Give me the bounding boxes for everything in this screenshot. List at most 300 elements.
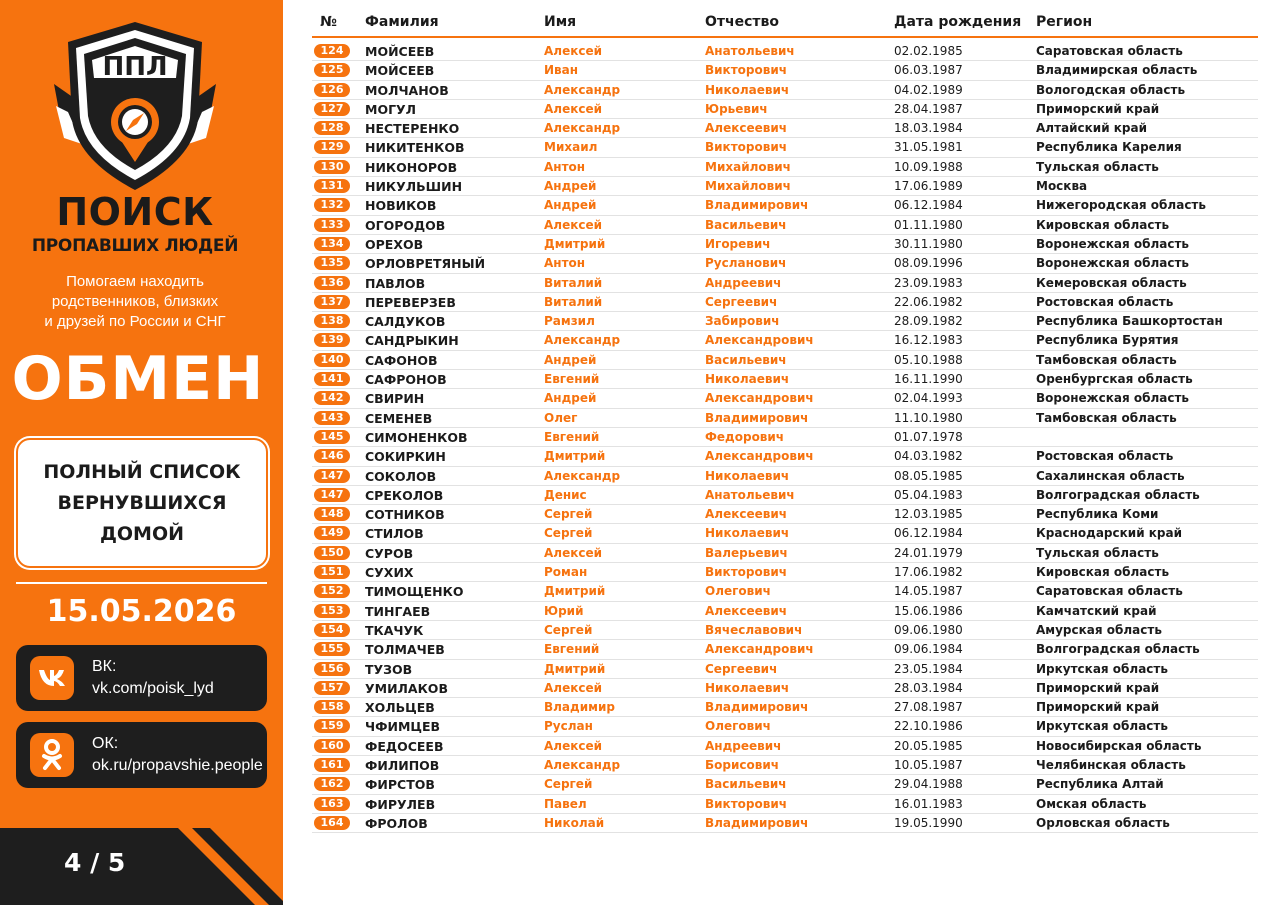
row-number-badge: 130 bbox=[314, 160, 350, 174]
table-row bbox=[312, 814, 1258, 833]
region: Тамбовская область bbox=[1036, 352, 1177, 367]
region: Тульская область bbox=[1036, 545, 1159, 560]
first-name: Александр bbox=[544, 468, 621, 483]
row-number-badge: 133 bbox=[314, 218, 350, 232]
birth-date: 20.05.1985 bbox=[894, 738, 963, 753]
patronymic: Владимирович bbox=[705, 815, 809, 830]
first-name: Антон bbox=[544, 159, 586, 174]
row-number-badge: 164 bbox=[314, 816, 350, 830]
patronymic: Николаевич bbox=[705, 82, 790, 97]
brand-tagline: Помогаем находить родственников, близких и друзей по России и СНГ bbox=[44, 273, 226, 330]
last-name: ОРЕХОВ bbox=[365, 236, 424, 252]
table-row bbox=[312, 563, 1258, 582]
birth-date: 18.03.1984 bbox=[894, 121, 963, 136]
row-number-badge: 134 bbox=[314, 237, 350, 251]
region: Иркутская область bbox=[1036, 719, 1168, 734]
first-name: Алексей bbox=[544, 101, 603, 116]
table-row bbox=[312, 177, 1258, 196]
birth-date: 08.05.1985 bbox=[894, 468, 963, 483]
first-name: Сергей bbox=[544, 777, 593, 792]
region: Приморский край bbox=[1036, 700, 1160, 715]
table-row bbox=[312, 698, 1258, 717]
vk-label: ВК: bbox=[92, 658, 117, 675]
first-name: Дмитрий bbox=[544, 584, 606, 599]
table-row bbox=[312, 679, 1258, 698]
last-name: САФОНОВ bbox=[365, 352, 438, 368]
last-name: ПАВЛОВ bbox=[365, 275, 426, 291]
first-name: Роман bbox=[544, 565, 588, 580]
birth-date: 01.07.1978 bbox=[894, 429, 963, 444]
brand-subtitle: ПРОПАВШИХ ЛЮДЕЙ bbox=[31, 236, 239, 256]
region: Республика Башкортостан bbox=[1036, 314, 1223, 329]
birth-date: 02.02.1985 bbox=[894, 44, 963, 58]
last-name: СУХИХ bbox=[365, 565, 414, 581]
birth-date: 06.12.1984 bbox=[894, 198, 963, 213]
region: Воронежская область bbox=[1036, 256, 1189, 271]
row-number-badge: 147 bbox=[314, 469, 350, 483]
first-name: Павел bbox=[544, 796, 587, 811]
row-number-badge: 124 bbox=[314, 44, 350, 58]
region: Вологодская область bbox=[1036, 82, 1186, 97]
last-name: ТКАЧУК bbox=[365, 622, 424, 638]
birth-date: 09.06.1980 bbox=[894, 622, 963, 637]
last-name: САНДРЫКИН bbox=[365, 333, 459, 349]
birth-date: 08.09.1996 bbox=[894, 256, 963, 271]
patronymic: Викторович bbox=[705, 796, 787, 811]
region: Иркутская область bbox=[1036, 661, 1168, 676]
last-name: МОЙСЕЕВ bbox=[365, 44, 435, 59]
first-name: Дмитрий bbox=[544, 661, 606, 676]
first-name: Алексей bbox=[544, 738, 603, 753]
region: Сахалинская область bbox=[1036, 468, 1185, 483]
patronymic: Александрович bbox=[705, 391, 814, 406]
patronymic: Васильевич bbox=[705, 217, 787, 232]
last-name: СЕМЕНЕВ bbox=[365, 410, 433, 426]
last-name: ТОЛМАЧЕВ bbox=[365, 642, 445, 658]
last-name: ПЕРЕВЕРЗЕВ bbox=[365, 294, 456, 310]
region: Приморский край bbox=[1036, 680, 1160, 695]
row-number-badge: 163 bbox=[314, 797, 350, 811]
birth-date: 23.05.1984 bbox=[894, 661, 963, 676]
table-row bbox=[312, 640, 1258, 659]
region: Саратовская область bbox=[1036, 584, 1183, 599]
table-row bbox=[312, 717, 1258, 736]
last-name: НЕСТЕРЕНКО bbox=[365, 121, 460, 137]
returnees-table bbox=[312, 0, 1258, 905]
region: Саратовская область bbox=[1036, 44, 1183, 58]
birth-date: 16.12.1983 bbox=[894, 333, 963, 348]
last-name: СОКИРКИН bbox=[365, 449, 446, 465]
last-name: МОЙСЕЕВ bbox=[365, 63, 435, 79]
first-name: Сергей bbox=[544, 622, 593, 637]
row-number-badge: 127 bbox=[314, 102, 350, 116]
patronymic: Владимирович bbox=[705, 198, 809, 213]
birth-date: 16.11.1990 bbox=[894, 372, 963, 387]
table-row bbox=[312, 370, 1258, 389]
birth-date: 27.08.1987 bbox=[894, 700, 963, 715]
header-region: Регион bbox=[1036, 14, 1093, 30]
row-number-badge: 132 bbox=[314, 198, 350, 212]
last-name: СТИЛОВ bbox=[365, 526, 424, 542]
table-row bbox=[312, 138, 1258, 157]
region: Алтайский край bbox=[1036, 121, 1148, 136]
patronymic: Борисович bbox=[705, 757, 779, 772]
patronymic: Владимирович bbox=[705, 700, 809, 715]
row-number-badge: 151 bbox=[314, 565, 350, 579]
patronymic: Алексеевич bbox=[705, 121, 787, 136]
patronymic: Владимирович bbox=[705, 410, 809, 425]
first-name: Александр bbox=[544, 121, 621, 136]
first-name: Юрий bbox=[544, 603, 584, 618]
row-number-badge: 125 bbox=[314, 63, 350, 77]
patronymic: Алексеевич bbox=[705, 603, 787, 618]
row-number-badge: 152 bbox=[314, 584, 350, 598]
first-name: Руслан bbox=[544, 719, 593, 734]
row-number-badge: 131 bbox=[314, 179, 350, 193]
ok-link[interactable] bbox=[16, 722, 267, 788]
table-row bbox=[312, 216, 1258, 235]
birth-date: 28.09.1982 bbox=[894, 314, 963, 329]
row-number-badge: 136 bbox=[314, 276, 350, 290]
birth-date: 05.10.1988 bbox=[894, 352, 963, 367]
table-row bbox=[312, 158, 1258, 177]
birth-date: 06.12.1984 bbox=[894, 526, 963, 541]
header-birth-date: Дата рождения bbox=[894, 14, 1022, 30]
last-name: НОВИКОВ bbox=[365, 198, 437, 214]
region: Владимирская область bbox=[1036, 63, 1198, 78]
table-row bbox=[312, 119, 1258, 138]
patronymic: Валерьевич bbox=[705, 545, 788, 560]
patronymic: Юрьевич bbox=[705, 101, 768, 116]
birth-date: 22.06.1982 bbox=[894, 294, 963, 309]
birth-date: 06.03.1987 bbox=[894, 63, 963, 78]
header-patronymic: Отчество bbox=[705, 14, 780, 30]
region: Омская область bbox=[1036, 796, 1147, 811]
first-name: Николай bbox=[544, 815, 605, 830]
last-name: СОКОЛОВ bbox=[365, 468, 437, 484]
table-row bbox=[312, 544, 1258, 563]
table-row bbox=[312, 428, 1258, 447]
exchange-title: ОБМЕН bbox=[11, 344, 265, 414]
patronymic: Николаевич bbox=[705, 468, 790, 483]
region: Ростовская область bbox=[1036, 294, 1174, 309]
birth-date: 23.09.1983 bbox=[894, 275, 963, 290]
first-name: Андрей bbox=[544, 352, 597, 367]
birth-date: 16.01.1983 bbox=[894, 796, 963, 811]
ok-label: ОК: bbox=[92, 735, 119, 752]
region: Воронежская область bbox=[1036, 391, 1189, 406]
first-name: Алексей bbox=[544, 680, 603, 695]
first-name: Александр bbox=[544, 82, 621, 97]
list-caption: ПОЛНЫЙ СПИСОК ВЕРНУВШИХСЯ ДОМОЙ bbox=[43, 460, 241, 545]
first-name: Андрей bbox=[544, 198, 597, 213]
region: Приморский край bbox=[1036, 101, 1160, 116]
first-name: Александр bbox=[544, 333, 621, 348]
table-row bbox=[312, 42, 1258, 61]
last-name: ФРОЛОВ bbox=[365, 815, 428, 831]
last-name: ТУЗОВ bbox=[365, 661, 413, 677]
row-number-badge: 147 bbox=[314, 488, 350, 502]
last-name: НИКУЛЬШИН bbox=[365, 179, 463, 195]
patronymic: Олегович bbox=[705, 719, 771, 734]
last-name: ФИРУЛЕВ bbox=[365, 796, 436, 812]
table-row bbox=[312, 409, 1258, 428]
birth-date: 19.05.1990 bbox=[894, 815, 963, 830]
vk-url[interactable]: vk.com/poisk_lyd bbox=[92, 680, 214, 697]
region: Москва bbox=[1036, 179, 1088, 194]
row-number-badge: 146 bbox=[314, 449, 350, 463]
table-row bbox=[312, 196, 1258, 215]
table-row bbox=[312, 467, 1258, 486]
first-name: Олег bbox=[544, 410, 578, 425]
vk-icon bbox=[30, 656, 74, 700]
birth-date: 10.09.1988 bbox=[894, 159, 963, 174]
patronymic: Игоревич bbox=[705, 236, 771, 251]
table-row bbox=[312, 447, 1258, 466]
region: Волгоградская область bbox=[1036, 487, 1200, 502]
last-name: ФЕДОСЕЕВ bbox=[365, 738, 444, 754]
row-number-badge: 155 bbox=[314, 642, 350, 656]
table-row bbox=[312, 81, 1258, 100]
last-name: МОЛЧАНОВ bbox=[365, 82, 449, 98]
region: Нижегородская область bbox=[1036, 198, 1206, 213]
row-number-badge: 153 bbox=[314, 604, 350, 618]
birth-date: 14.05.1987 bbox=[894, 584, 963, 599]
table-row bbox=[312, 775, 1258, 794]
table-row bbox=[312, 524, 1258, 543]
row-number-badge: 156 bbox=[314, 662, 350, 676]
table-row bbox=[312, 274, 1258, 293]
row-number-badge: 154 bbox=[314, 623, 350, 637]
birth-date: 04.03.1982 bbox=[894, 449, 963, 464]
table-row bbox=[312, 312, 1258, 331]
last-name: ХОЛЬЦЕВ bbox=[365, 700, 435, 716]
first-name: Алексей bbox=[544, 44, 603, 58]
birth-date: 15.06.1986 bbox=[894, 603, 963, 618]
last-name: СРЕКОЛОВ bbox=[365, 487, 444, 503]
table-row bbox=[312, 486, 1258, 505]
last-name: УМИЛАКОВ bbox=[365, 680, 448, 696]
region: Воронежская область bbox=[1036, 236, 1189, 251]
table-row bbox=[312, 61, 1258, 80]
ok-icon bbox=[30, 733, 74, 777]
first-name: Сергей bbox=[544, 526, 593, 541]
region: Тамбовская область bbox=[1036, 410, 1177, 425]
birth-date: 17.06.1989 bbox=[894, 179, 963, 194]
region: Камчатский край bbox=[1036, 603, 1157, 618]
last-name: ФИРСТОВ bbox=[365, 777, 435, 793]
vk-link[interactable] bbox=[16, 645, 267, 711]
region: Республика Коми bbox=[1036, 507, 1159, 522]
region: Тульская область bbox=[1036, 159, 1159, 174]
last-name: САФРОНОВ bbox=[365, 372, 447, 388]
first-name: Денис bbox=[544, 487, 587, 502]
region: Республика Бурятия bbox=[1036, 333, 1179, 348]
birth-date: 17.06.1982 bbox=[894, 565, 963, 580]
table-row bbox=[312, 389, 1258, 408]
first-name: Андрей bbox=[544, 179, 597, 194]
patronymic: Олегович bbox=[705, 584, 771, 599]
first-name: Алексей bbox=[544, 217, 603, 232]
shield-logo-icon bbox=[52, 20, 218, 196]
row-number-badge: 157 bbox=[314, 681, 350, 695]
first-name: Виталий bbox=[544, 294, 603, 309]
divider bbox=[16, 582, 267, 584]
first-name: Рамзил bbox=[544, 314, 595, 329]
patronymic: Андреевич bbox=[705, 738, 782, 753]
patronymic: Александрович bbox=[705, 642, 814, 657]
header-num: № bbox=[320, 14, 337, 30]
logo-text: ППЛ bbox=[102, 52, 168, 82]
region: Республика Алтай bbox=[1036, 777, 1164, 792]
patronymic: Викторович bbox=[705, 565, 787, 580]
last-name: СИМОНЕНКОВ bbox=[365, 429, 468, 445]
row-number-badge: 138 bbox=[314, 314, 350, 328]
region: Краснодарский край bbox=[1036, 526, 1183, 541]
table-row bbox=[312, 795, 1258, 814]
first-name: Антон bbox=[544, 256, 586, 271]
first-name: Виталий bbox=[544, 275, 603, 290]
last-name: ТИНГАЕВ bbox=[365, 603, 431, 619]
region: Новосибирская область bbox=[1036, 738, 1202, 753]
first-name: Евгений bbox=[544, 429, 600, 444]
region: Кемеровская область bbox=[1036, 275, 1187, 290]
patronymic: Васильевич bbox=[705, 777, 787, 792]
table-row bbox=[312, 660, 1258, 679]
first-name: Дмитрий bbox=[544, 449, 606, 464]
last-name: ЧФИМЦЕВ bbox=[365, 719, 441, 735]
row-number-badge: 141 bbox=[314, 372, 350, 386]
ok-url[interactable]: ok.ru/propavshie.people bbox=[92, 757, 263, 774]
birth-date: 28.04.1987 bbox=[894, 101, 963, 116]
sidebar bbox=[0, 0, 283, 905]
patronymic: Александрович bbox=[705, 449, 814, 464]
table-header bbox=[312, 0, 1258, 38]
last-name: ФИЛИПОВ bbox=[365, 757, 440, 773]
birth-date: 12.03.1985 bbox=[894, 507, 963, 522]
patronymic: Русланович bbox=[705, 256, 787, 271]
row-number-badge: 149 bbox=[314, 526, 350, 540]
last-name: ОГОРОДОВ bbox=[365, 217, 446, 233]
patronymic: Викторович bbox=[705, 63, 787, 78]
first-name: Александр bbox=[544, 757, 621, 772]
list-caption-box bbox=[16, 438, 268, 568]
footer-band bbox=[0, 828, 283, 905]
last-name: СОТНИКОВ bbox=[365, 507, 445, 523]
last-name: МОГУЛ bbox=[365, 101, 417, 117]
last-name: СУРОВ bbox=[365, 545, 414, 561]
table-row bbox=[312, 100, 1258, 119]
row-number-badge: 135 bbox=[314, 256, 350, 270]
birth-date: 10.05.1987 bbox=[894, 757, 963, 772]
row-number-badge: 145 bbox=[314, 430, 350, 444]
brand-title: ПОИСК bbox=[56, 190, 214, 234]
table-row bbox=[312, 505, 1258, 524]
row-number-badge: 142 bbox=[314, 391, 350, 405]
first-name: Владимир bbox=[544, 700, 615, 715]
birth-date: 29.04.1988 bbox=[894, 777, 963, 792]
first-name: Евгений bbox=[544, 372, 600, 387]
birth-date: 11.10.1980 bbox=[894, 410, 963, 425]
row-number-badge: 137 bbox=[314, 295, 350, 309]
patronymic: Александрович bbox=[705, 333, 814, 348]
birth-date: 04.02.1989 bbox=[894, 82, 963, 97]
patronymic: Васильевич bbox=[705, 352, 787, 367]
row-number-badge: 139 bbox=[314, 333, 350, 347]
row-number-badge: 150 bbox=[314, 546, 350, 560]
region: Кировская область bbox=[1036, 565, 1170, 580]
row-number-badge: 158 bbox=[314, 700, 350, 714]
row-number-badge: 148 bbox=[314, 507, 350, 521]
region: Челябинская область bbox=[1036, 757, 1186, 772]
table-body bbox=[312, 42, 1258, 833]
last-name: ТИМОЩЕНКО bbox=[365, 584, 464, 600]
patronymic: Сергеевич bbox=[705, 294, 778, 309]
patronymic: Анатольевич bbox=[705, 487, 795, 502]
last-name: САЛДУКОВ bbox=[365, 314, 446, 330]
table-row bbox=[312, 582, 1258, 601]
table-row bbox=[312, 756, 1258, 775]
table-row bbox=[312, 621, 1258, 640]
first-name: Дмитрий bbox=[544, 236, 606, 251]
first-name: Иван bbox=[544, 63, 579, 78]
patronymic: Николаевич bbox=[705, 680, 790, 695]
list-date: 15.05.2026 bbox=[46, 594, 237, 629]
first-name: Андрей bbox=[544, 391, 597, 406]
row-number-badge: 140 bbox=[314, 353, 350, 367]
first-name: Алексей bbox=[544, 545, 603, 560]
row-number-badge: 126 bbox=[314, 83, 350, 97]
header-last-name: Фамилия bbox=[365, 14, 439, 30]
table-row bbox=[312, 602, 1258, 621]
row-number-badge: 128 bbox=[314, 121, 350, 135]
last-name: НИКИТЕНКОВ bbox=[365, 140, 465, 156]
row-number-badge: 162 bbox=[314, 777, 350, 791]
patronymic: Михайлович bbox=[705, 179, 791, 194]
table-row bbox=[312, 351, 1258, 370]
row-number-badge: 129 bbox=[314, 140, 350, 154]
region: Республика Карелия bbox=[1036, 140, 1182, 155]
row-number-badge: 143 bbox=[314, 411, 350, 425]
patronymic: Николаевич bbox=[705, 372, 790, 387]
last-name: ОРЛОВРЕТЯНЫЙ bbox=[365, 256, 486, 272]
region: Кировская область bbox=[1036, 217, 1170, 232]
table-row bbox=[312, 235, 1258, 254]
region: Оренбургская область bbox=[1036, 372, 1193, 387]
patronymic: Анатольевич bbox=[705, 44, 795, 58]
page-number: 4 / 5 bbox=[64, 848, 126, 877]
table-row bbox=[312, 293, 1258, 312]
table-row bbox=[312, 254, 1258, 273]
birth-date: 01.11.1980 bbox=[894, 217, 963, 232]
birth-date: 09.06.1984 bbox=[894, 642, 963, 657]
birth-date: 22.10.1986 bbox=[894, 719, 963, 734]
patronymic: Михайлович bbox=[705, 159, 791, 174]
birth-date: 28.03.1984 bbox=[894, 680, 963, 695]
patronymic: Викторович bbox=[705, 140, 787, 155]
region: Орловская область bbox=[1036, 815, 1170, 830]
birth-date: 31.05.1981 bbox=[894, 140, 963, 155]
patronymic: Николаевич bbox=[705, 526, 790, 541]
patronymic: Алексеевич bbox=[705, 507, 787, 522]
region: Амурская область bbox=[1036, 622, 1162, 637]
table-row bbox=[312, 737, 1258, 756]
patronymic: Андреевич bbox=[705, 275, 782, 290]
patronymic: Забирович bbox=[705, 314, 780, 329]
first-name: Михаил bbox=[544, 140, 598, 155]
region: Ростовская область bbox=[1036, 449, 1174, 464]
first-name: Евгений bbox=[544, 642, 600, 657]
